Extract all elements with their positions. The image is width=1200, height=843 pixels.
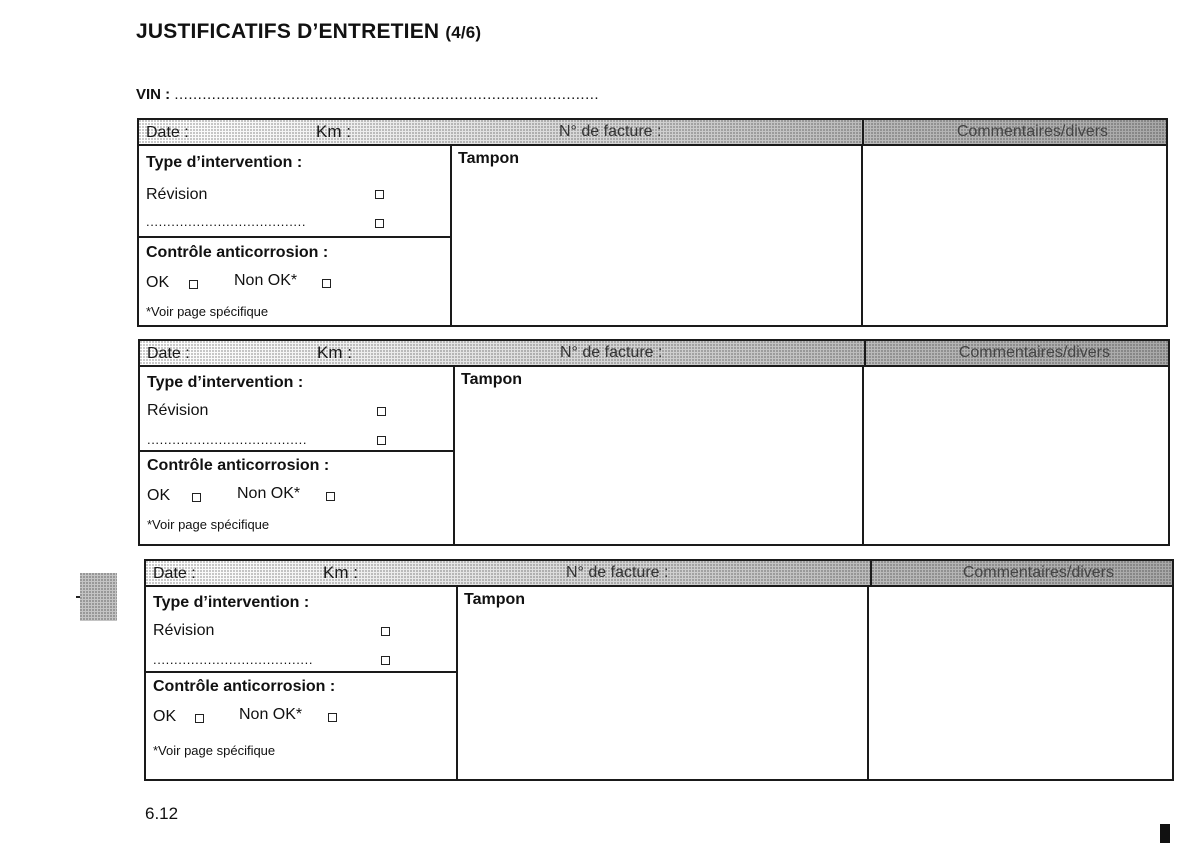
- revision-label: Révision: [146, 186, 208, 203]
- card-header: [140, 341, 1168, 367]
- other-intervention-checkbox[interactable]: [375, 219, 384, 228]
- comments-label: Commentaires/divers: [958, 344, 1110, 361]
- anticorrosion-label: Contrôle anticorrosion :: [147, 457, 330, 474]
- comments-area[interactable]: [862, 365, 1168, 544]
- non-ok-checkbox[interactable]: [326, 492, 335, 501]
- date-label: Date :: [153, 565, 196, 582]
- maintenance-record-2: [138, 339, 1170, 546]
- ok-checkbox[interactable]: [195, 714, 204, 723]
- vin-field[interactable]: [136, 86, 599, 103]
- revision-checkbox[interactable]: [375, 190, 384, 199]
- stamp-label: Tampon: [461, 371, 523, 388]
- vin-fill-line[interactable]: ...........................................................................................: [174, 86, 600, 103]
- other-intervention-checkbox[interactable]: [381, 656, 390, 665]
- page-title: [136, 20, 481, 44]
- comments-label: Commentaires/divers: [962, 564, 1114, 581]
- header-divider: [862, 120, 864, 144]
- intervention-section: [140, 365, 455, 544]
- km-label: Km :: [317, 343, 352, 362]
- specific-page-note: *Voir page spécifique: [146, 304, 269, 319]
- other-intervention-line[interactable]: ......................................: [153, 652, 314, 667]
- card-header: [146, 561, 1172, 587]
- revision-label: Révision: [147, 402, 209, 419]
- intervention-type-label: Type d’intervention :: [147, 374, 304, 391]
- ok-label: OK: [146, 274, 170, 291]
- section-divider: [140, 450, 453, 452]
- stamp-label: Tampon: [464, 591, 526, 608]
- intervention-section: [139, 144, 452, 325]
- intervention-type-label: Type d’intervention :: [146, 154, 303, 171]
- card-header: [139, 120, 1166, 146]
- maintenance-record-3: [144, 559, 1174, 781]
- chapter-thumb-tab: [80, 573, 117, 621]
- non-ok-checkbox[interactable]: [328, 713, 337, 722]
- comments-label: Commentaires/divers: [956, 123, 1108, 140]
- ok-label: OK: [153, 708, 177, 725]
- date-label: Date :: [147, 345, 190, 362]
- stamp-area[interactable]: [452, 144, 863, 325]
- other-intervention-checkbox[interactable]: [377, 436, 386, 445]
- anticorrosion-label: Contrôle anticorrosion :: [153, 678, 336, 695]
- revision-checkbox[interactable]: [381, 627, 390, 636]
- header-divider: [864, 341, 866, 365]
- invoice-number-label: N° de facture :: [559, 123, 662, 140]
- other-intervention-line[interactable]: ......................................: [147, 432, 308, 447]
- maintenance-record-1: [137, 118, 1168, 327]
- non-ok-label: Non OK*: [234, 272, 298, 289]
- vin-label: VIN :: [136, 86, 171, 103]
- revision-label: Révision: [153, 622, 215, 639]
- specific-page-note: *Voir page spécifique: [153, 743, 276, 758]
- km-label: Km :: [323, 563, 358, 582]
- date-label: Date :: [146, 124, 189, 141]
- intervention-section: [146, 585, 458, 779]
- comments-area[interactable]: [861, 144, 1166, 325]
- anticorrosion-label: Contrôle anticorrosion :: [146, 244, 329, 261]
- non-ok-checkbox[interactable]: [322, 279, 331, 288]
- page-number: 6.12: [145, 804, 179, 823]
- section-divider: [146, 671, 456, 673]
- invoice-number-label: N° de facture :: [560, 344, 663, 361]
- comments-area[interactable]: [867, 585, 1172, 779]
- stamp-area[interactable]: [458, 585, 869, 779]
- ok-checkbox[interactable]: [189, 280, 198, 289]
- intervention-type-label: Type d’intervention :: [153, 594, 310, 611]
- corner-marker: [1160, 824, 1170, 843]
- stamp-label: Tampon: [458, 150, 520, 167]
- page-part-indicator: (4/6): [445, 23, 482, 42]
- other-intervention-line[interactable]: ......................................: [146, 214, 307, 229]
- header-divider: [870, 561, 872, 585]
- section-divider: [139, 236, 450, 238]
- ok-label: OK: [147, 487, 171, 504]
- page-title-text: JUSTIFICATIFS D’ENTRETIEN: [136, 20, 440, 43]
- specific-page-note: *Voir page spécifique: [147, 517, 270, 532]
- ok-checkbox[interactable]: [192, 493, 201, 502]
- stamp-area[interactable]: [455, 365, 864, 544]
- non-ok-label: Non OK*: [237, 485, 301, 502]
- non-ok-label: Non OK*: [239, 706, 303, 723]
- km-label: Km :: [316, 122, 351, 141]
- revision-checkbox[interactable]: [377, 407, 386, 416]
- invoice-number-label: N° de facture :: [566, 564, 669, 581]
- edge-tick-mark: [76, 596, 80, 598]
